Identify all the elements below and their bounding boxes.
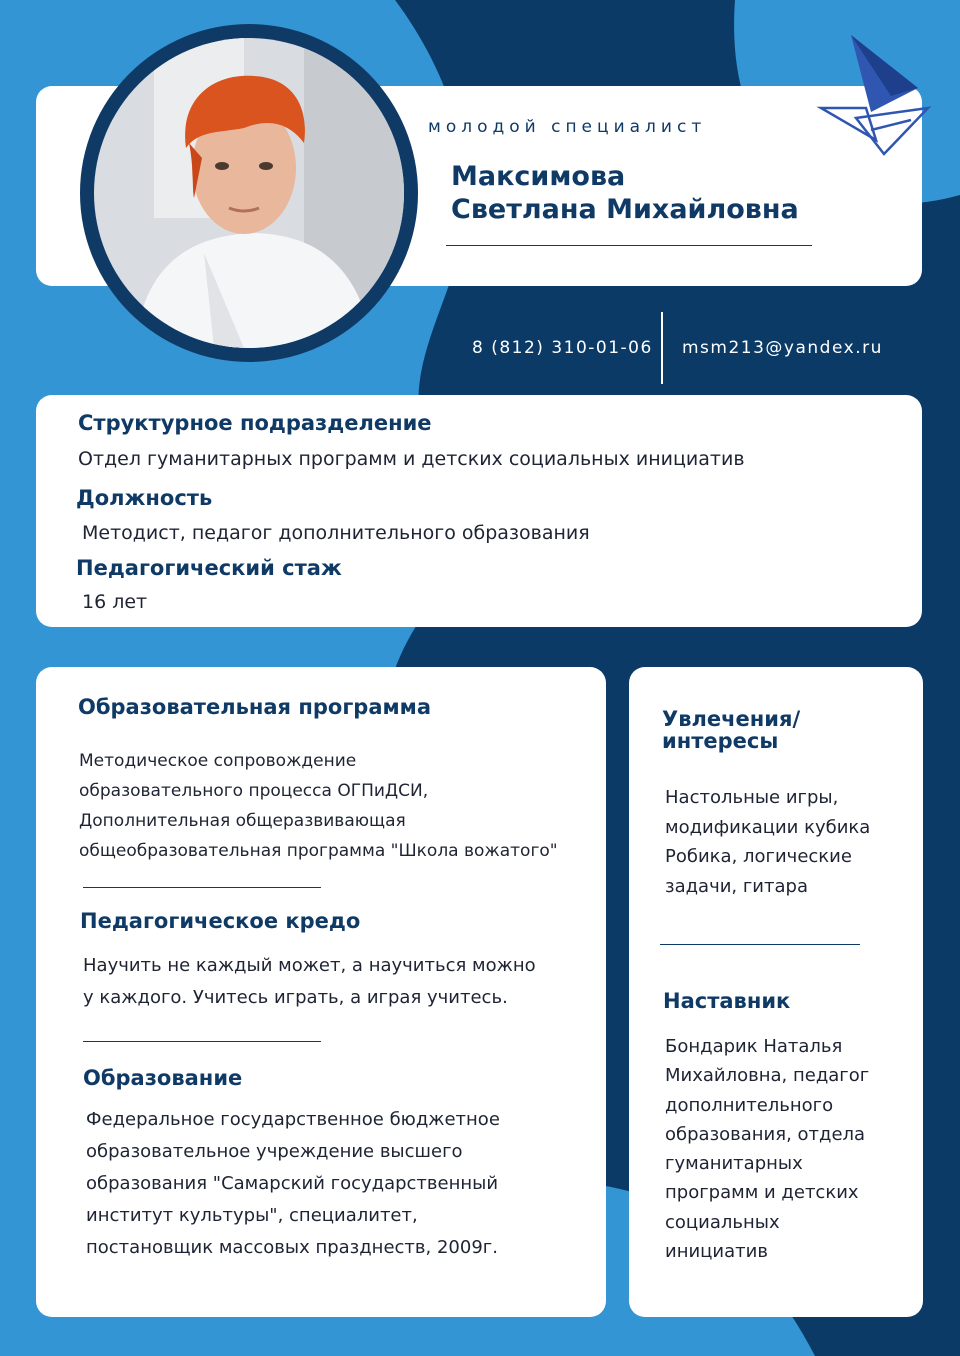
program-text: Методическое сопровождение образовательного процесса ОГПиДСИ, Дополнительная общеразвивающая общеобразовательная программа "Школа вожатого" [79,751,558,861]
mentor-heading: Наставник [663,989,791,1013]
given-names: Светлана Михайловна [451,194,799,225]
hobbies-text: Настольные игры, модификации кубика Робика, логические задачи, гитара [665,787,871,897]
name-divider [446,245,812,246]
experience-heading: Педагогический стаж [76,556,342,580]
program-divider [83,887,321,888]
contact-divider [661,312,663,384]
education-heading: Образование [83,1066,243,1090]
paper-plane-logo [816,30,936,160]
program-heading: Образовательная программа [78,695,432,719]
position-value: Методист, педагог дополнительного образования [82,522,590,544]
position-heading: Должность [76,486,213,510]
mentor-text: Бондарик Наталья Михайловна, педагог дополнительного образования, отдела гуманитарных программ и детских социальных инициатив [665,1036,870,1263]
hobbies-divider [660,944,860,945]
surname: Максимова [451,161,626,192]
hobbies-heading: Увлечения/ интересы [662,707,801,753]
credo-divider [83,1041,321,1042]
credo-text: Научить не каждый может, а научиться можно у каждого. Учитесь играть, а играя учитесь. [83,955,536,1008]
department-heading: Структурное подразделение [78,411,432,435]
credo-heading: Педагогическое кредо [80,909,361,933]
portrait-photo [94,38,404,348]
department-value: Отдел гуманитарных программ и детских социальных инициатив [78,448,745,470]
photo-frame [80,24,418,362]
phone-number[interactable]: 8 (812) 310-01-06 [472,338,653,358]
tagline: молодой специалист [428,117,707,137]
experience-value: 16 лет [82,591,148,613]
education-text: Федеральное государственное бюджетное образовательное учреждение высшего образования "Самарский государственный институт культуры", специалитет, постановщик массовых празднеств, 2009г. [86,1109,500,1258]
email-address[interactable]: msm213@yandex.ru [682,338,883,358]
